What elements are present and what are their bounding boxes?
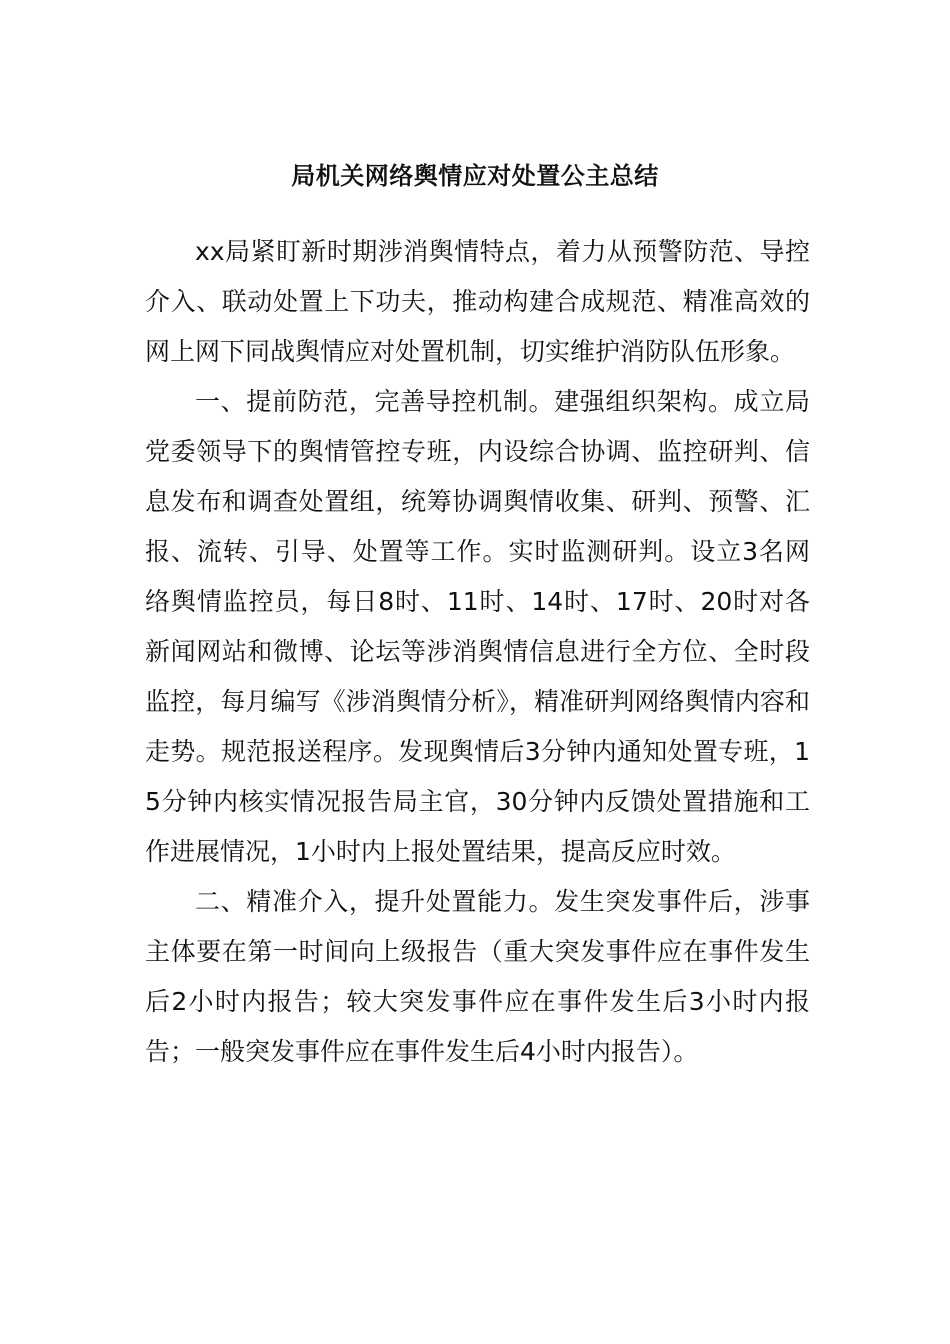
- document-body: [145, 227, 810, 1077]
- paragraph-section-two: 二、精准介入，提升处置能力。发生突发事件后，涉事主体要在第一时间向上级报告（重大突发事件应在事件发生后2小时内报告；较大突发事件应在事件发生后3小时内报告；一般突发事件应在事件发生后4小时内报告）。: [145, 887, 810, 1066]
- paragraph-intro: xx局紧盯新时期涉消舆情特点，着力从预警防范、导控介入、联动处置上下功夫，推动构建合成规范、精准高效的网上网下同战舆情应对处置机制，切实维护消防队伍形象。: [145, 237, 810, 366]
- document-title: 局机关网络舆情应对处置公主总结: [291, 162, 659, 190]
- paragraph-section-one: 一、提前防范，完善导控机制。建强组织架构。成立局党委领导下的舆情管控专班，内设综合协调、监控研判、信息发布和调查处置组，统筹协调舆情收集、研判、预警、汇报、流转、引导、处置等工作。实时监测研判。设立3名网络舆情监控员，每日8时、11时、14时、17时、20时对各新闻网站和微博、论坛等涉消舆情信息进行全方位、全时段监控，每月编写《涉消舆情分析》，精准研判网络舆情内容和走势。规范报送程序。发现舆情后3分钟内通知处置专班，15分钟内核实情况报告局主官，30分钟内反馈处置措施和工作进展情况，1小时内上报处置结果，提高反应时效。: [145, 387, 810, 866]
